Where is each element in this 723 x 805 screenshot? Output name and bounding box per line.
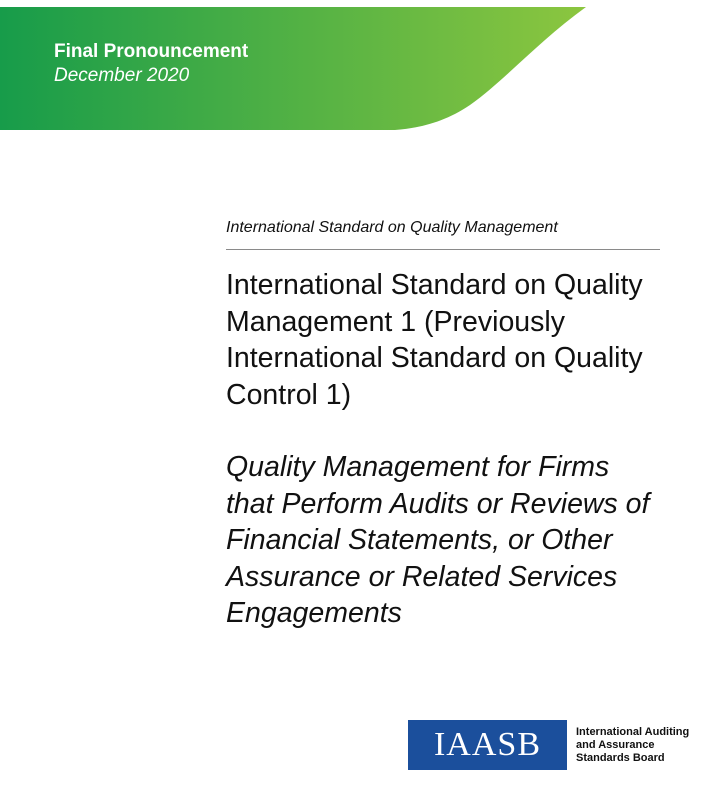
subtitle-line: Engagements bbox=[226, 597, 402, 629]
iaasb-logo: IAASB bbox=[408, 720, 567, 770]
header-banner bbox=[0, 0, 723, 140]
iaasb-logo-name bbox=[576, 726, 689, 765]
divider bbox=[226, 249, 660, 250]
banner-date: December 2020 bbox=[54, 65, 190, 86]
title-line: Control 1) bbox=[226, 378, 352, 411]
banner-title: Final Pronouncement bbox=[54, 41, 249, 62]
subtitle-line: Quality Management for Firms bbox=[226, 451, 610, 483]
logo-name-line: and Assurance bbox=[576, 739, 655, 751]
document-subtitle bbox=[226, 449, 686, 632]
subtitle-line: Financial Statements, or Other bbox=[226, 524, 613, 556]
document-title bbox=[226, 267, 676, 413]
logo-name-line: International Auditing bbox=[576, 726, 690, 738]
title-line: Management 1 (Previously bbox=[226, 305, 565, 338]
title-line: International Standard on Quality bbox=[226, 342, 643, 374]
subtitle-line: that Perform Audits or Reviews of bbox=[226, 487, 650, 520]
series-label: International Standard on Quality Management bbox=[226, 219, 558, 236]
subtitle-line: Assurance or Related Services bbox=[226, 560, 618, 593]
title-line: International Standard on Quality bbox=[226, 269, 643, 301]
logo-name-line: Standards Board bbox=[576, 752, 665, 764]
